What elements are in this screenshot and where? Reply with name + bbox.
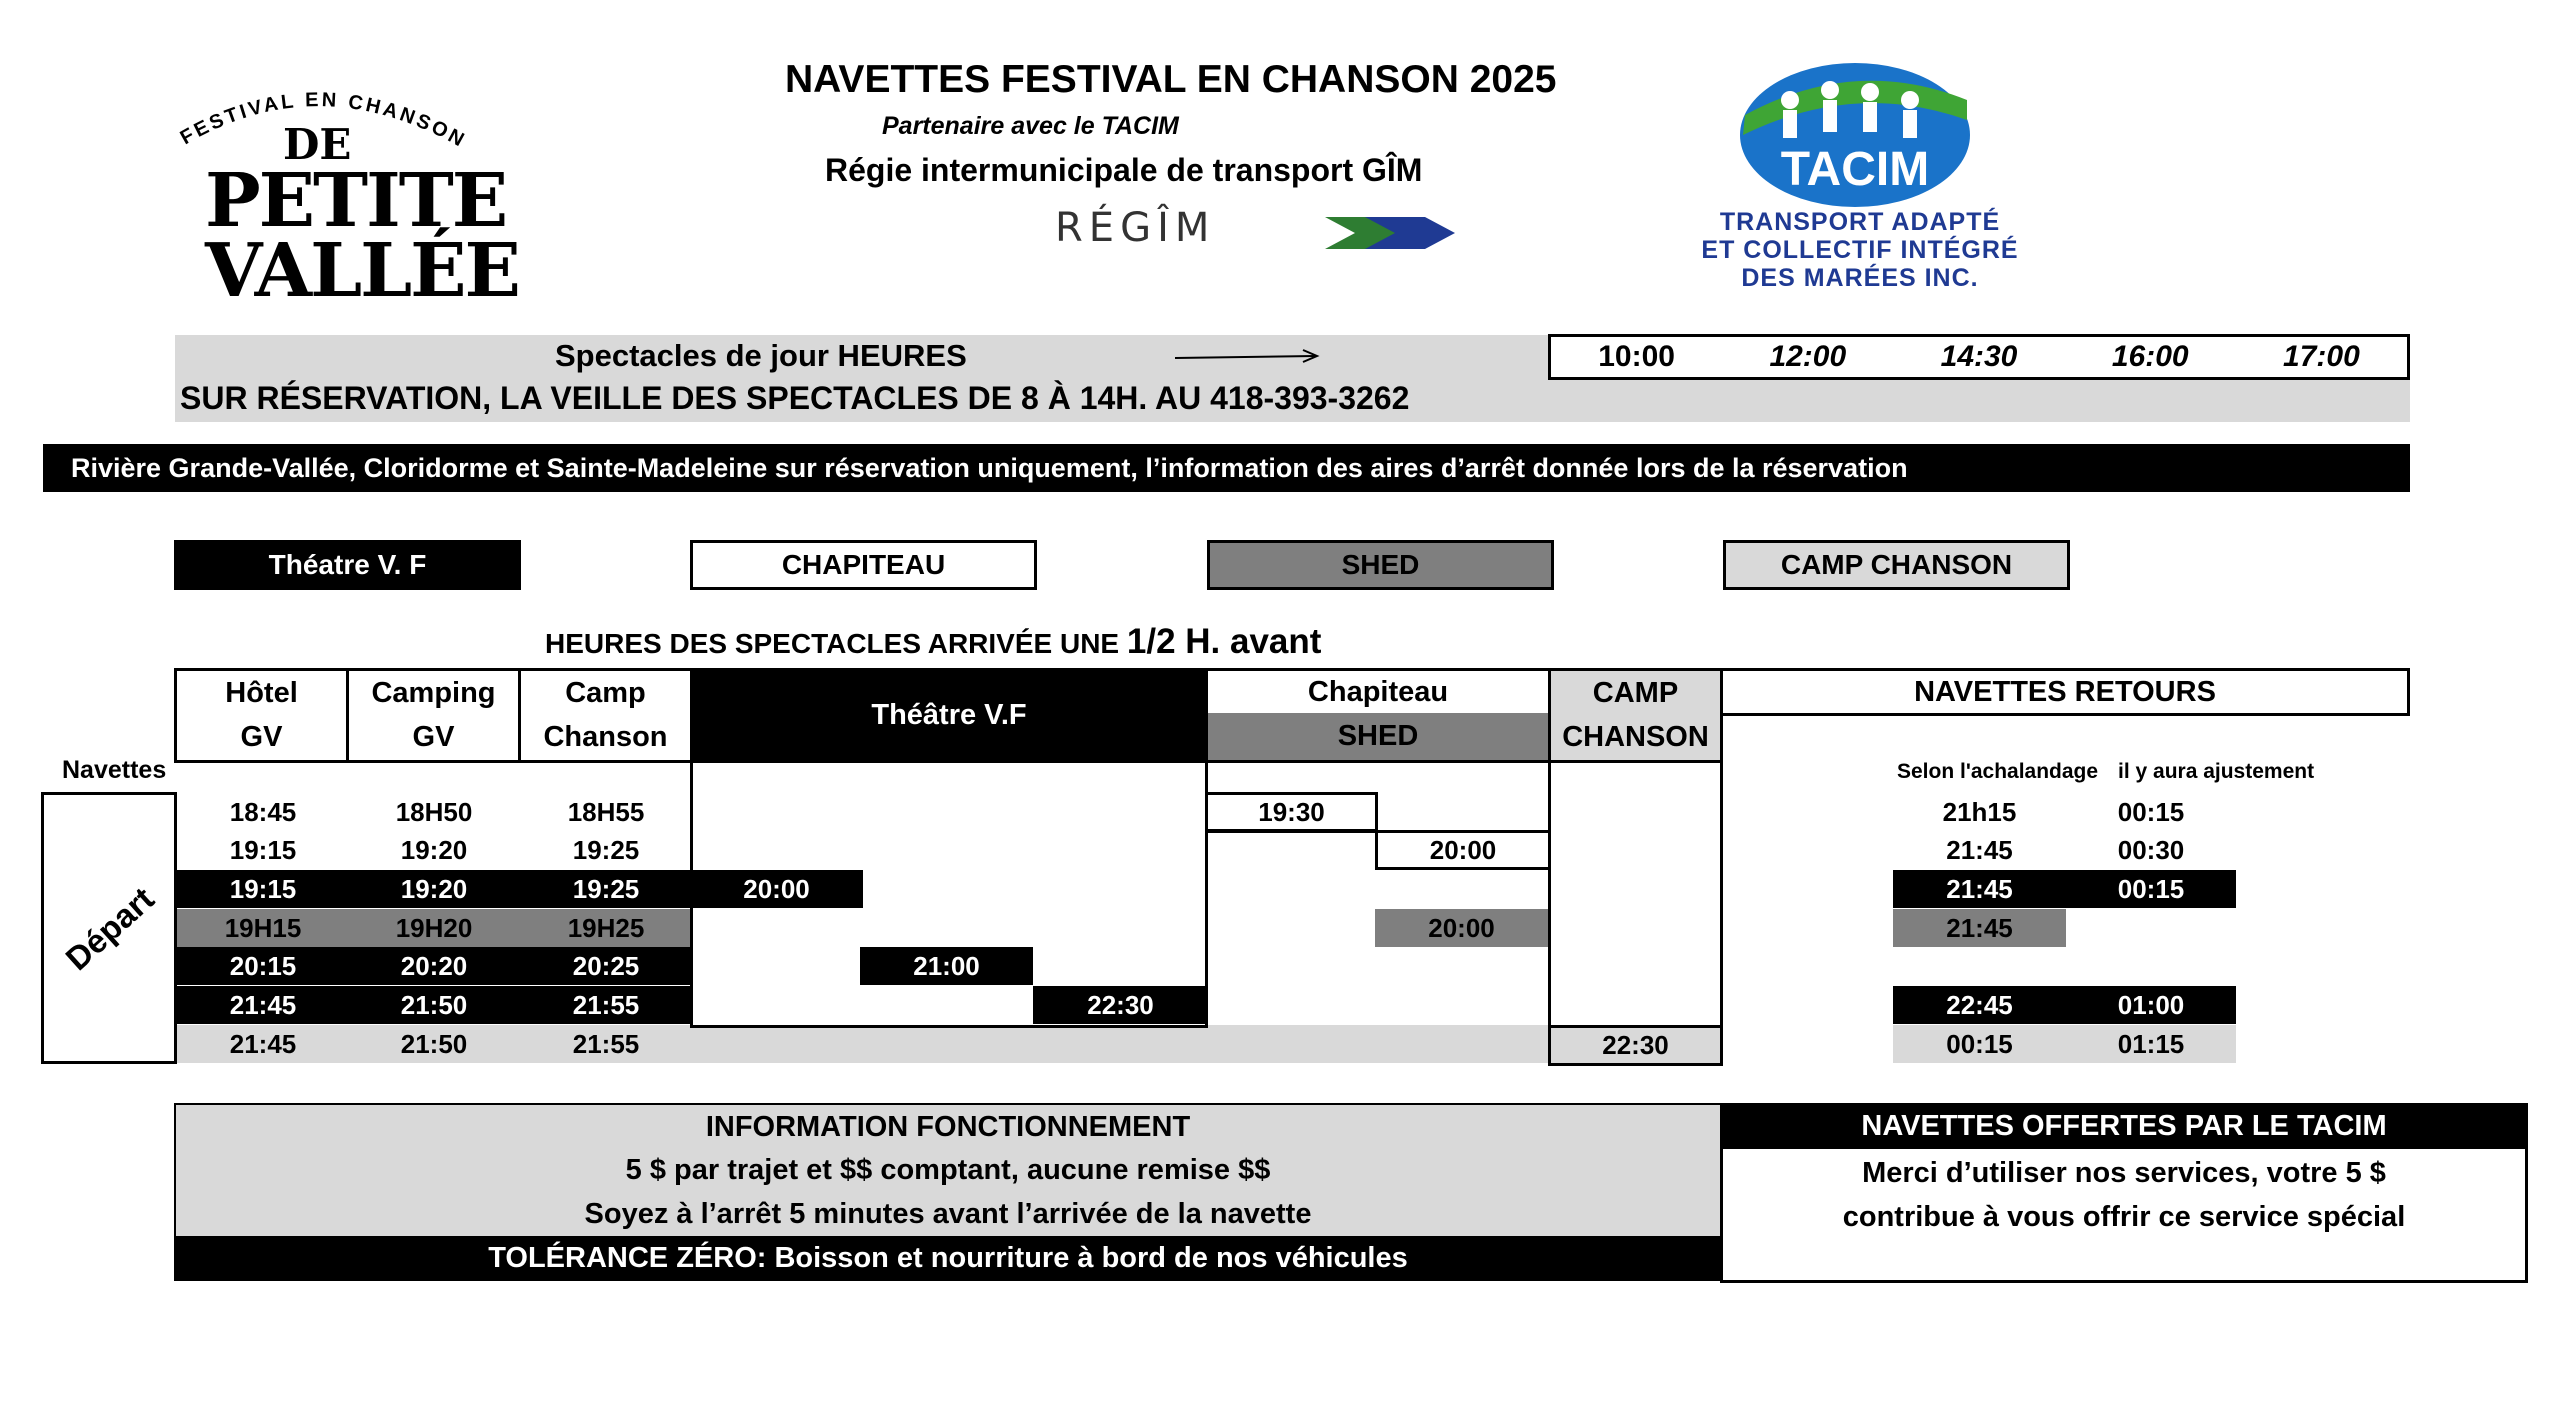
regim-logo-text: RÉGÎM: [1055, 205, 1216, 251]
info-line2: Soyez à l’arrêt 5 minutes avant l’arrivée de la navette: [584, 1197, 1312, 1230]
header-camp-chanson-line1: CAMP: [1592, 676, 1679, 709]
departure-time-hotel: 21:45: [229, 989, 297, 1020]
notice-bar: Rivière Grande-Vallée, Cloridorme et Sainte-Madeleine sur réservation uniquement, l’information des aires d’arrêt donnée lors de la réservation: [43, 444, 2410, 492]
departure-time-camping: 19H20: [395, 912, 473, 943]
schedule-subtitle-main: HEURES DES SPECTACLES ARRIVÉE UNE: [545, 628, 1127, 659]
legend-shed: SHED: [1207, 540, 1554, 590]
return-time: 21:45: [1946, 834, 2013, 865]
header-camp-line1: Camp: [565, 676, 646, 709]
departure-time-camping: 21:50: [400, 989, 468, 1020]
header-camping: [346, 668, 521, 763]
tacim-logo-line3: DES MARÉES INC.: [1741, 264, 1979, 292]
return-time: 00:15: [1893, 1025, 2066, 1063]
header-camp-line2: Chanson: [543, 721, 668, 754]
ajustement-note-2: il y aura ajustement: [2118, 760, 2315, 783]
offer-line2: contribue à vous offrir ce service spécial: [1842, 1200, 2406, 1233]
header-hotel-line2: GV: [240, 721, 283, 754]
header-camp-chanson-line2: CHANSON: [1562, 721, 1709, 754]
show-time-chapiteau: 20:00: [1375, 830, 1551, 870]
legend-theatre: Théatre V. F: [174, 540, 521, 590]
legend-camp: CAMP CHANSON: [1723, 540, 2070, 590]
festival-logo-de: DE: [283, 120, 352, 169]
schedule-subtitle: [545, 622, 1321, 662]
day-shows-label: Spectacles de jour HEURES: [555, 338, 967, 373]
day-time: 14:30: [1940, 340, 2018, 373]
departure-time-hotel: 20:15: [229, 950, 297, 981]
schedule-subtitle-big: 1/2 H. avant: [1126, 622, 1322, 661]
header-camping-line2: GV: [412, 721, 455, 754]
tacim-logo-line2: ET COLLECTIF INTÉGRÉ: [1701, 236, 2019, 264]
header-chapiteau: Chapiteau: [1205, 668, 1551, 716]
header-retours: NAVETTES RETOURS: [1720, 668, 2410, 716]
departure-time-camp: 19:25: [572, 873, 640, 904]
departure-time-camping: 21:50: [400, 1028, 468, 1059]
departure-time-camp: 19H25: [567, 912, 645, 943]
header-shed: SHED: [1205, 713, 1551, 763]
info-title: INFORMATION FONCTIONNEMENT: [705, 1110, 1191, 1143]
offer-line1: Merci d’utiliser nos services, votre 5 $: [1862, 1156, 2386, 1189]
day-time: 16:00: [2111, 340, 2189, 373]
show-time-shed: 20:00: [1375, 909, 1548, 947]
festival-logo: [165, 70, 519, 314]
tacim-logo-line1: TRANSPORT ADAPTÉ: [1719, 208, 2001, 236]
day-time: 12:00: [1769, 340, 1847, 373]
info-line1: 5 $ par trajet et $$ comptant, aucune remise $$: [625, 1153, 1271, 1186]
departure-time-camping: 18H50: [395, 796, 473, 827]
navettes-label: Navettes: [62, 756, 167, 784]
departure-time-hotel: 18:45: [229, 796, 297, 827]
departure-time-hotel: 21:45: [229, 1028, 297, 1059]
header-camp: [518, 668, 693, 763]
return-time: 00:15: [2117, 796, 2185, 827]
arrow-right-icon: [1175, 348, 1325, 368]
festival-logo-vallee: VALLÉE: [205, 228, 519, 314]
legend-chapiteau: CHAPITEAU: [690, 540, 1037, 590]
tacim-logo: [1690, 60, 2030, 300]
departure-time-camp: 18H55: [567, 796, 645, 827]
partner-text: Partenaire avec le TACIM: [882, 112, 1179, 140]
departure-time-hotel: 19:15: [229, 834, 297, 865]
departure-time-camp: 19:25: [572, 834, 640, 865]
grid-line: [1720, 760, 1723, 1066]
day-time: 17:00: [2283, 340, 2360, 373]
depart-label: Départ: [58, 879, 161, 978]
offer-title: NAVETTES OFFERTES PAR LE TACIM: [1720, 1103, 2528, 1149]
return-time: 00:15: [2066, 870, 2236, 908]
departure-time-hotel: 19H15: [224, 912, 302, 943]
header-hotel: [174, 668, 349, 763]
show-time-theatre: 22:30: [1033, 986, 1208, 1024]
reservation-text: SUR RÉSERVATION, LA VEILLE DES SPECTACLES DE 8 À 14H. AU 418-393-3262: [180, 380, 1410, 416]
return-time: 22:45: [1893, 986, 2066, 1024]
departure-time-camp: 21:55: [572, 989, 640, 1020]
return-time: 01:15: [2066, 1025, 2236, 1063]
departure-time-camping: 19:20: [400, 834, 468, 865]
show-time-camp: 22:30: [1548, 1025, 1723, 1066]
return-time: 21:45: [1893, 909, 2066, 947]
show-time-theatre: 20:00: [690, 870, 863, 908]
departure-time-camping: 20:20: [400, 950, 468, 981]
regie-text: Régie intermunicipale de transport GÎM: [825, 152, 1423, 188]
departure-time-camp: 20:25: [572, 950, 640, 981]
header-camp-chanson: [1548, 668, 1723, 763]
regim-arrow-icon: [1325, 213, 1475, 253]
ajustement-note-1: Selon l'achalandage: [1897, 760, 2099, 783]
departure-time-camp: 21:55: [572, 1028, 640, 1059]
tacim-logo-emblem: [1735, 60, 1975, 210]
departure-time-hotel: 19:15: [229, 873, 297, 904]
header-camping-line1: Camping: [371, 676, 496, 709]
festival-logo-petite: PETITE: [205, 158, 507, 244]
grid-line: [1205, 760, 1551, 763]
return-time: 21:45: [1893, 870, 2066, 908]
info-line3: TOLÉRANCE ZÉRO: Boisson et nourriture à bord de nos véhicules: [174, 1236, 1722, 1281]
return-time: 21h15: [1942, 796, 2017, 827]
grid-line: [1548, 760, 1551, 1066]
festival-logo-arc-text: FESTIVAL EN CHANSON: [176, 89, 471, 153]
show-time-chapiteau: 19:30: [1205, 792, 1378, 832]
departure-time-camping: 19:20: [400, 873, 468, 904]
header-theatre: Théâtre V.F: [690, 668, 1208, 763]
day-shows-times: [1548, 334, 2410, 380]
header-hotel-line1: Hôtel: [225, 676, 298, 709]
grid-line: [690, 1025, 1208, 1028]
page-title: NAVETTES FESTIVAL EN CHANSON 2025: [785, 58, 1557, 101]
regim-logo: [1055, 205, 1455, 255]
day-time: 10:00: [1598, 340, 1675, 373]
show-time-theatre: 21:00: [860, 947, 1033, 985]
tacim-logo-name: TACIM: [1780, 143, 1930, 196]
return-time: 01:00: [2066, 986, 2236, 1024]
return-time: 00:30: [2117, 834, 2185, 865]
